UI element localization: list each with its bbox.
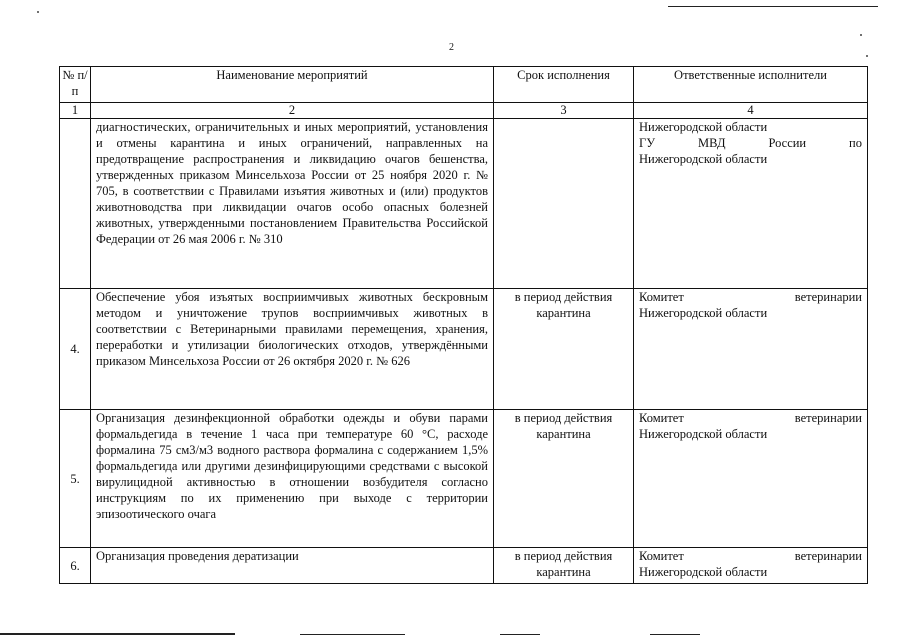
table-row	[60, 548, 868, 584]
responsible-word: ветеринарии	[794, 549, 862, 563]
table-row	[60, 289, 868, 410]
column-number: 3	[494, 103, 634, 119]
column-number: 4	[634, 103, 868, 119]
responsible-line-spread	[639, 289, 862, 305]
scan-artifact-bottom-line	[650, 634, 700, 635]
deadline-text: в период действия карантина	[494, 548, 634, 584]
header-num: № п/п	[60, 67, 91, 103]
responsible-line: Нижегородской области	[639, 427, 768, 441]
responsible-word: Комитет	[639, 411, 684, 425]
page-number: 2	[449, 42, 454, 53]
responsible-line: Нижегородской области	[639, 120, 768, 134]
header-name: Наименование мероприятий	[91, 67, 494, 103]
responsible-line-spread	[639, 135, 862, 151]
deadline-text: в период действия карантина	[494, 289, 634, 410]
responsible-word: России	[768, 136, 807, 150]
scan-artifact-bottom-line	[300, 634, 405, 635]
scan-artifact-dot	[866, 55, 868, 57]
scan-artifact-bottom-line	[500, 634, 540, 635]
header-deadline: Срок исполнения	[494, 67, 634, 103]
table-header-row	[60, 67, 868, 103]
deadline-text	[494, 119, 634, 289]
responsible-word: Комитет	[639, 549, 684, 563]
responsible-word: по	[849, 136, 862, 150]
responsible-line-spread	[639, 410, 862, 426]
measure-text: Обеспечение убоя изъятых восприимчивых животных бескровным методом и уничтожение трупов восприимчивых животных в соответствии с Ветеринарными правилами перемещения, хранения, переработки и утилизации биологических отходов, утверждёнными приказом Минсельхоза России от 26 октября 2020 г. № 626	[91, 289, 494, 410]
responsible-cell	[634, 119, 868, 289]
column-number: 2	[91, 103, 494, 119]
responsible-line: Нижегородской области	[639, 152, 768, 166]
measures-table	[59, 66, 868, 584]
measure-text: диагностических, ограничительных и иных мероприятий, установления и отмены карантина и иных ограничений, направленных на предотвращение распространения и ликвидацию очагов бешенства, утвержденных приказом Минсельхоза России от 25 ноября 2020 г. № 705, в соответствии с Правилами изъятия животных и (или) продуктов животноводства при ликвидации очагов особо опасных болезней животных, утвержденными постановлением Правительства Российской Федерации от 26 мая 2006 г. № 310	[91, 119, 494, 289]
deadline-text: в период действия карантина	[494, 410, 634, 548]
table-row	[60, 410, 868, 548]
responsible-cell	[634, 548, 868, 584]
responsible-word: ГУ	[639, 136, 656, 150]
table-row	[60, 119, 868, 289]
scan-artifact-bottom-line	[0, 633, 235, 635]
responsible-cell	[634, 289, 868, 410]
row-number: 4.	[60, 289, 91, 410]
responsible-word: ветеринарии	[794, 411, 862, 425]
scan-artifact-dot	[37, 11, 39, 13]
responsible-word: Комитет	[639, 290, 684, 304]
responsible-cell	[634, 410, 868, 548]
responsible-word: ветеринарии	[794, 290, 862, 304]
responsible-line: Нижегородской области	[639, 306, 768, 320]
column-number: 1	[60, 103, 91, 119]
header-responsible: Ответственные исполнители	[634, 67, 868, 103]
scan-artifact-top-line	[668, 6, 878, 7]
row-number: 5.	[60, 410, 91, 548]
scan-artifact-dot	[860, 34, 862, 36]
measure-text: Организация проведения дератизации	[91, 548, 494, 584]
column-number-row	[60, 103, 868, 119]
responsible-line: Нижегородской области	[639, 565, 768, 579]
row-number	[60, 119, 91, 289]
measure-text: Организация дезинфекционной обработки одежды и обуви парами формальдегида в течение 1 часа при температуре 60 °С, расходе формалина 75 см3/м3 водного раствора формалина с содержанием 1,5% формальдегида или другими дезинфицирующими средствами с высокой вирулицидной активностью в отношении возбудителя согласно инструкциям по их применению при выходе с территории эпизоотического очага	[91, 410, 494, 548]
responsible-line-spread	[639, 548, 862, 564]
row-number: 6.	[60, 548, 91, 584]
responsible-word: МВД	[698, 136, 726, 150]
